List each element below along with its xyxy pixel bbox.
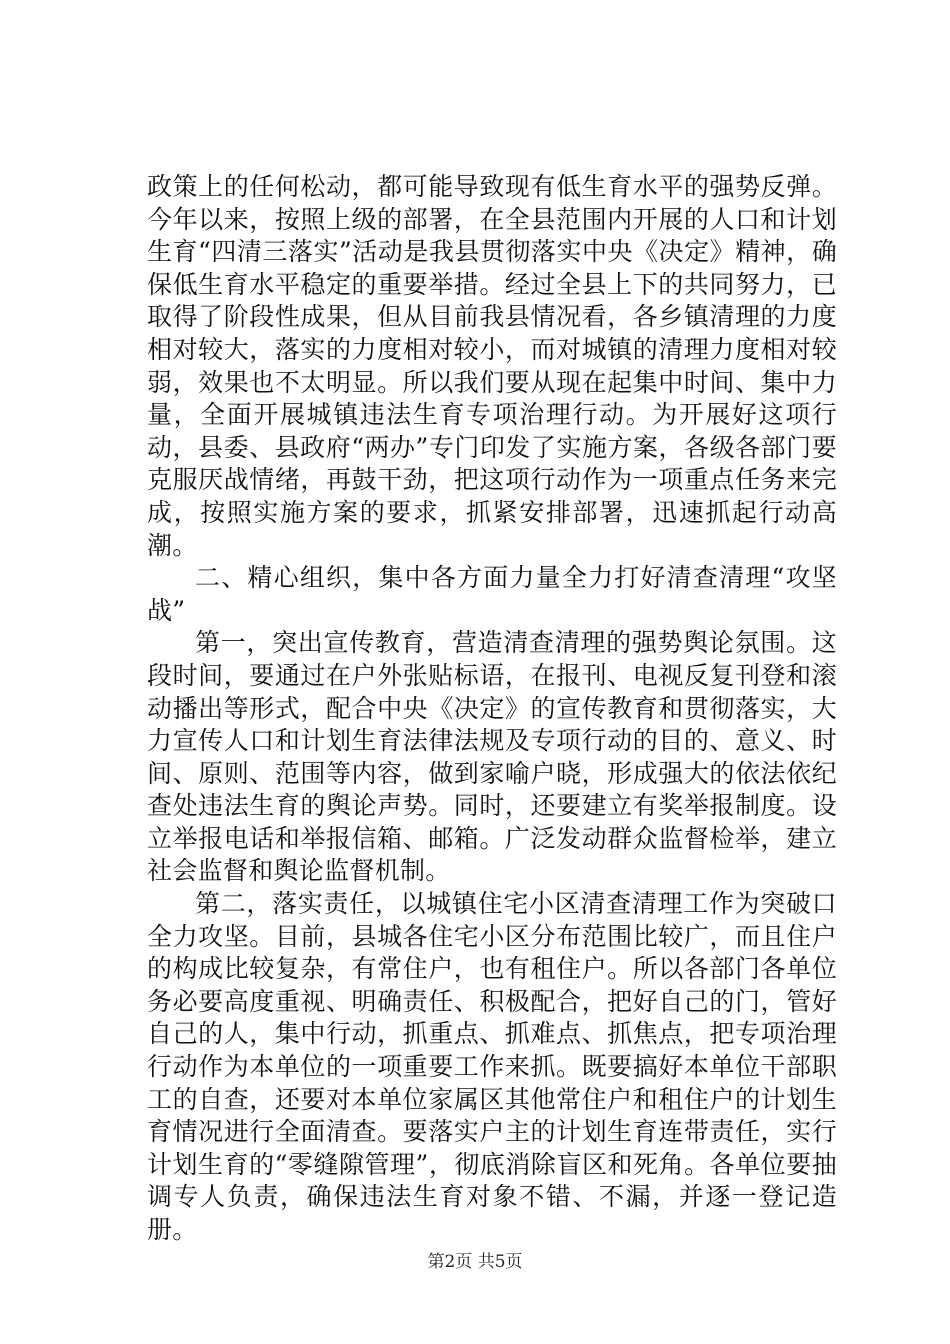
document-body [147,171,837,1247]
paragraph-continuation: 政策上的任何松动，都可能导致现有低生育水平的强势反弹。今年以来，按照上级的部署，在全县范围内开展的人口和计划生育“四清三落实”活动是我县贯彻落实中央《决定》精神，确保低生育水平稳定的重要举措。经过全县上下的共同努力，已取得了阶段性成果，但从目前我县情况看，各乡镇清理的力度相对较大，落实的力度相对较小，而对城镇的清理力度相对较弱，效果也不太明显。所以我们要从现在起集中时间、集中力量，全面开展城镇违法生育专项治理行动。为开展好这项行动，县委、县政府“两办”专门印发了实施方案，各级各部门要克服厌战情绪，再鼓干劲，把这项行动作为一项重点任务来完成，按照实施方案的要求，抓紧安排部署，迅速抓起行动高潮。 [147,172,837,560]
page-number-footer: 第2页 共5页 [427,1252,523,1272]
paragraph-second-point: 第二，落实责任，以城镇住宅小区清查清理工作为突破口全力攻坚。目前，县城各住宅小区分布范围比较广，而且住户的构成比较复杂，有常住户，也有租住户。所以各部门各单位务必要高度重视、明确责任、积极配合，把好自己的门，管好自己的人，集中行动，抓重点、抓难点、抓焦点，把专项治理行动作为本单位的一项重要工作来抓。既要搞好本单位干部职工的自查，还要对本单位家属区其他常住户和租住户的计划生育情况进行全面清查。要落实户主的计划生育连带责任，实行计划生育的“零缝隙管理”，彻底消除盲区和死角。各单位要抽调专人负责，确保违法生育对象不错、不漏，并逐一登记造册。 [147,889,837,1244]
paragraph-first-point: 第一，突出宣传教育，营造清查清理的强势舆论氛围。这段时间，要通过在户外张贴标语，在报刊、电视反复刊登和滚动播出等形式，配合中央《决定》的宣传教育和贯彻落实，大力宣传人口和计划生育法律法规及专项行动的目的、意义、时间、原则、范围等内容，做到家喻户晓，形成强大的依法依纪查处违法生育的舆论声势。同时，还要建立有奖举报制度。设立举报电话和举报信箱、邮箱。广泛发动群众监督检举，建立社会监督和舆论监督机制。 [147,628,837,886]
section-heading: 二、精心组织，集中各方面力量全力打好清查清理“攻坚战” [147,563,837,625]
